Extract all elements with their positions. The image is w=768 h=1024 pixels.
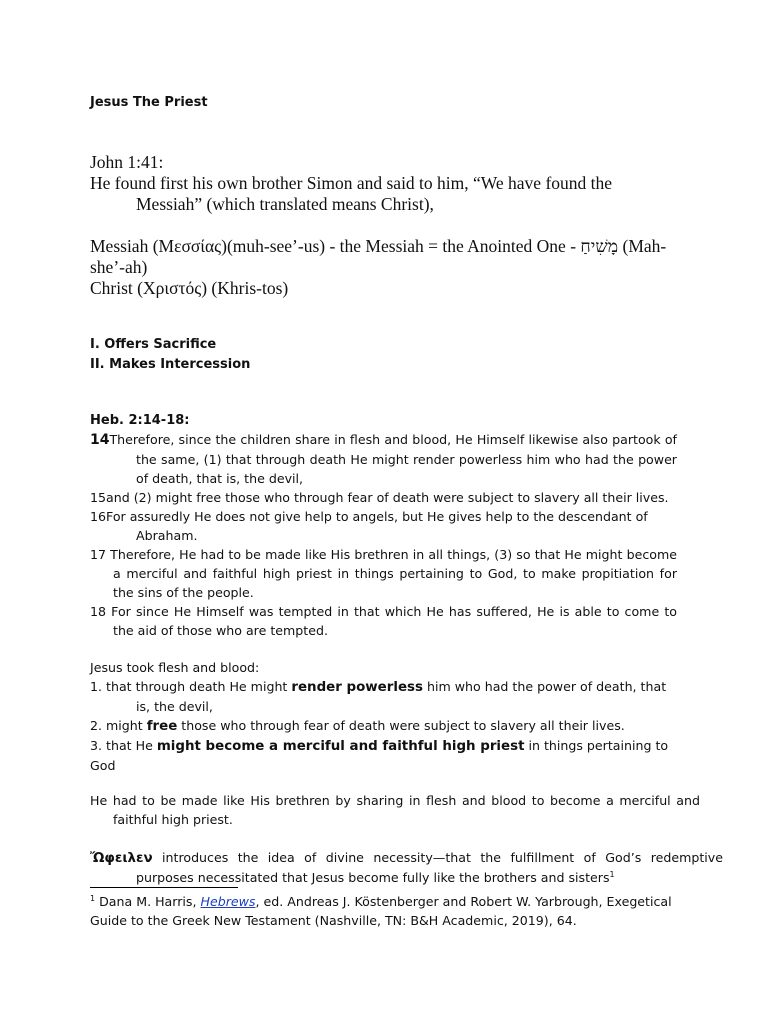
opheilen-text: introduces the idea of divine necessity—that the fulfillment of God’s redemptive purposes necessitated that Jesus become fully like the brothers and sisters — [136, 850, 723, 885]
verse-17: 17 Therefore, He had to be made like His brethren in all things, (3) so that He might become a merciful and faithful high priest in things pertaining to God, to make propitiation for the sins of the people. — [90, 547, 677, 600]
point-1-bold: render powerless — [291, 680, 423, 695]
point-2-post: those who through fear of death were subject to slavery all their lives. — [177, 718, 625, 733]
verse-14-number: 14 — [90, 432, 110, 448]
footnote-ref[interactable]: 1 — [609, 869, 615, 879]
hebrews-link[interactable]: Hebrews — [200, 894, 256, 909]
point-1 — [90, 677, 677, 716]
outline-item-2: II. Makes Intercession — [90, 357, 251, 372]
opheilen-paragraph — [90, 848, 723, 887]
footnote-pre: Dana M. Harris, — [95, 894, 201, 909]
footnote — [90, 892, 677, 930]
point-2-bold: free — [146, 719, 178, 734]
footnote-post: , ed. Andreas J. Köstenberger and Robert W. Yarbrough, Exegetical Guide to the Greek New Testament (Nashville, TN: B&H Academic, 2019), 64. — [90, 894, 672, 928]
points-intro: Jesus took flesh and blood: — [90, 660, 260, 675]
verse-14 — [90, 430, 677, 488]
point-3-bold: might become a merciful and faithful high priest — [156, 739, 525, 754]
john-verse: He found first his own brother Simon and said to him, “We have found the Messiah” (which translated means Christ), — [90, 173, 613, 214]
point-3-post: in things pertaining to God — [90, 738, 669, 773]
heb-ref: Heb. 2:14-18: — [90, 413, 190, 428]
outline — [90, 335, 250, 374]
point-2-pre: 2. might — [90, 718, 147, 733]
footnote-divider — [90, 887, 238, 888]
point-3 — [90, 736, 677, 775]
verse-18: 18 For since He Himself was tempted in that which He has suffered, He is able to come to the aid of those who are tempted. — [90, 604, 677, 638]
john-ref: John 1:41: — [90, 152, 164, 172]
point-2 — [90, 716, 677, 736]
verse-16: 16For assuredly He does not give help to angels, but He gives help to the descendant of Abraham. — [90, 509, 648, 543]
summary: He had to be made like His brethren by sharing in flesh and blood to become a merciful and faithful high priest. — [90, 793, 700, 827]
outline-item-1: I. Offers Sacrifice — [90, 337, 217, 352]
footnote-mark: 1 — [90, 893, 96, 903]
point-1-pre: 1. that through death He might — [90, 679, 292, 694]
christ-line: Christ (Χριστός) (Khris-tos) — [90, 278, 289, 298]
hebrews-section — [90, 411, 677, 640]
john-section — [90, 152, 677, 299]
points-section — [90, 658, 677, 775]
page-title: Jesus The Priest — [90, 95, 208, 110]
point-1-post: him who had the power of death, that is, the devil, — [136, 679, 667, 714]
point-3-pre: 3. that He — [90, 738, 157, 753]
opheilen-word: Ὤφειλεν — [90, 851, 153, 866]
verse-14-text: Therefore, since the children share in flesh and blood, He Himself likewise also partook of the same, (1) that through death He might render powerless him who had the power of death, that is, the devil, — [109, 432, 677, 486]
messiah-line: Messiah (Μεσσίας)(muh-see’-us) - the Messiah = the Anointed One - מָשִׁיחַ (Mah-she’-ah) — [90, 236, 667, 277]
verse-15: 15and (2) might free those who through fear of death were subject to slavery all their lives. — [90, 490, 669, 505]
